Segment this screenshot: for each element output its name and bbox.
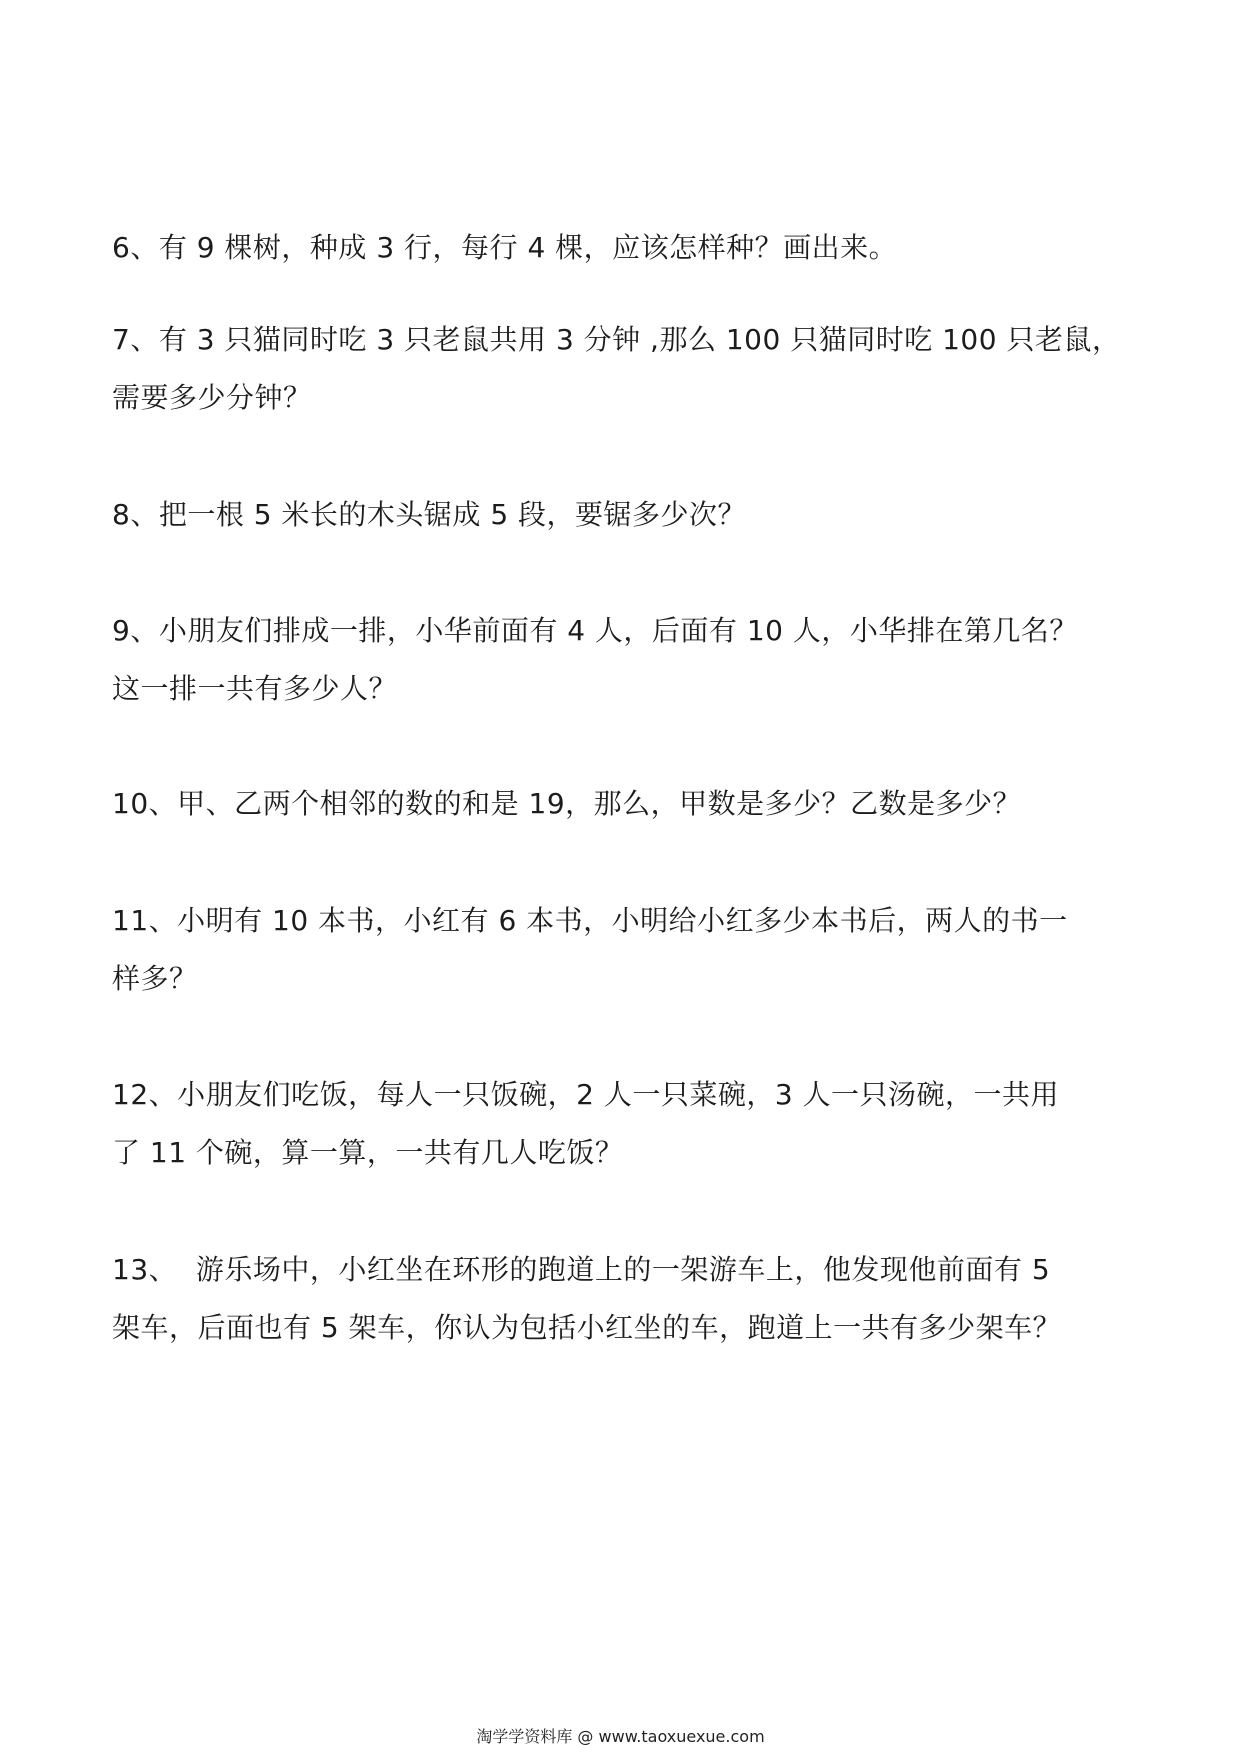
question-7-line-1: 7、有 3 只猫同时吃 3 只老鼠共用 3 分钟 ,那么 100 只猫同时吃 100 只老鼠， [112, 323, 1121, 356]
question-7-line-2: 需要多少分钟？ [112, 381, 312, 414]
question-10-line-1: 10、甲、乙两个相邻的数的和是 19，那么，甲数是多少？乙数是多少？ [112, 787, 1022, 820]
question-9-line-2: 这一排一共有多少人？ [112, 672, 398, 705]
footer-watermark: 淘学学资料库 @ www.taoxuexue.com [476, 1727, 765, 1746]
question-8-line-1: 8、把一根 5 米长的木头锯成 5 段，要锯多少次？ [112, 498, 747, 531]
question-13-line-2: 架车，后面也有 5 架车，你认为包括小红坐的车，跑道上一共有多少架车？ [112, 1311, 1062, 1344]
question-6-line-1: 6、有 9 棵树，种成 3 行，每行 4 棵，应该怎样种？画出来。 [112, 231, 898, 264]
question-12-line-2: 了 11 个碗，算一算，一共有几人吃饭？ [112, 1136, 624, 1169]
question-11-line-2: 样多？ [112, 962, 198, 995]
question-9-line-1: 9、小朋友们排成一排，小华前面有 4 人，后面有 10 人，小华排在第几名？ [112, 614, 1078, 647]
question-13-line-1: 13、 游乐场中，小红坐在环形的跑道上的一架游车上，他发现他前面有 5 [112, 1253, 1051, 1286]
question-12-line-1: 12、小朋友们吃饭，每人一只饭碗，2 人一只菜碗，3 人一只汤碗，一共用 [112, 1078, 1060, 1111]
question-11-line-1: 11、小明有 10 本书，小红有 6 本书，小明给小红多少本书后，两人的书一 [112, 904, 1068, 937]
